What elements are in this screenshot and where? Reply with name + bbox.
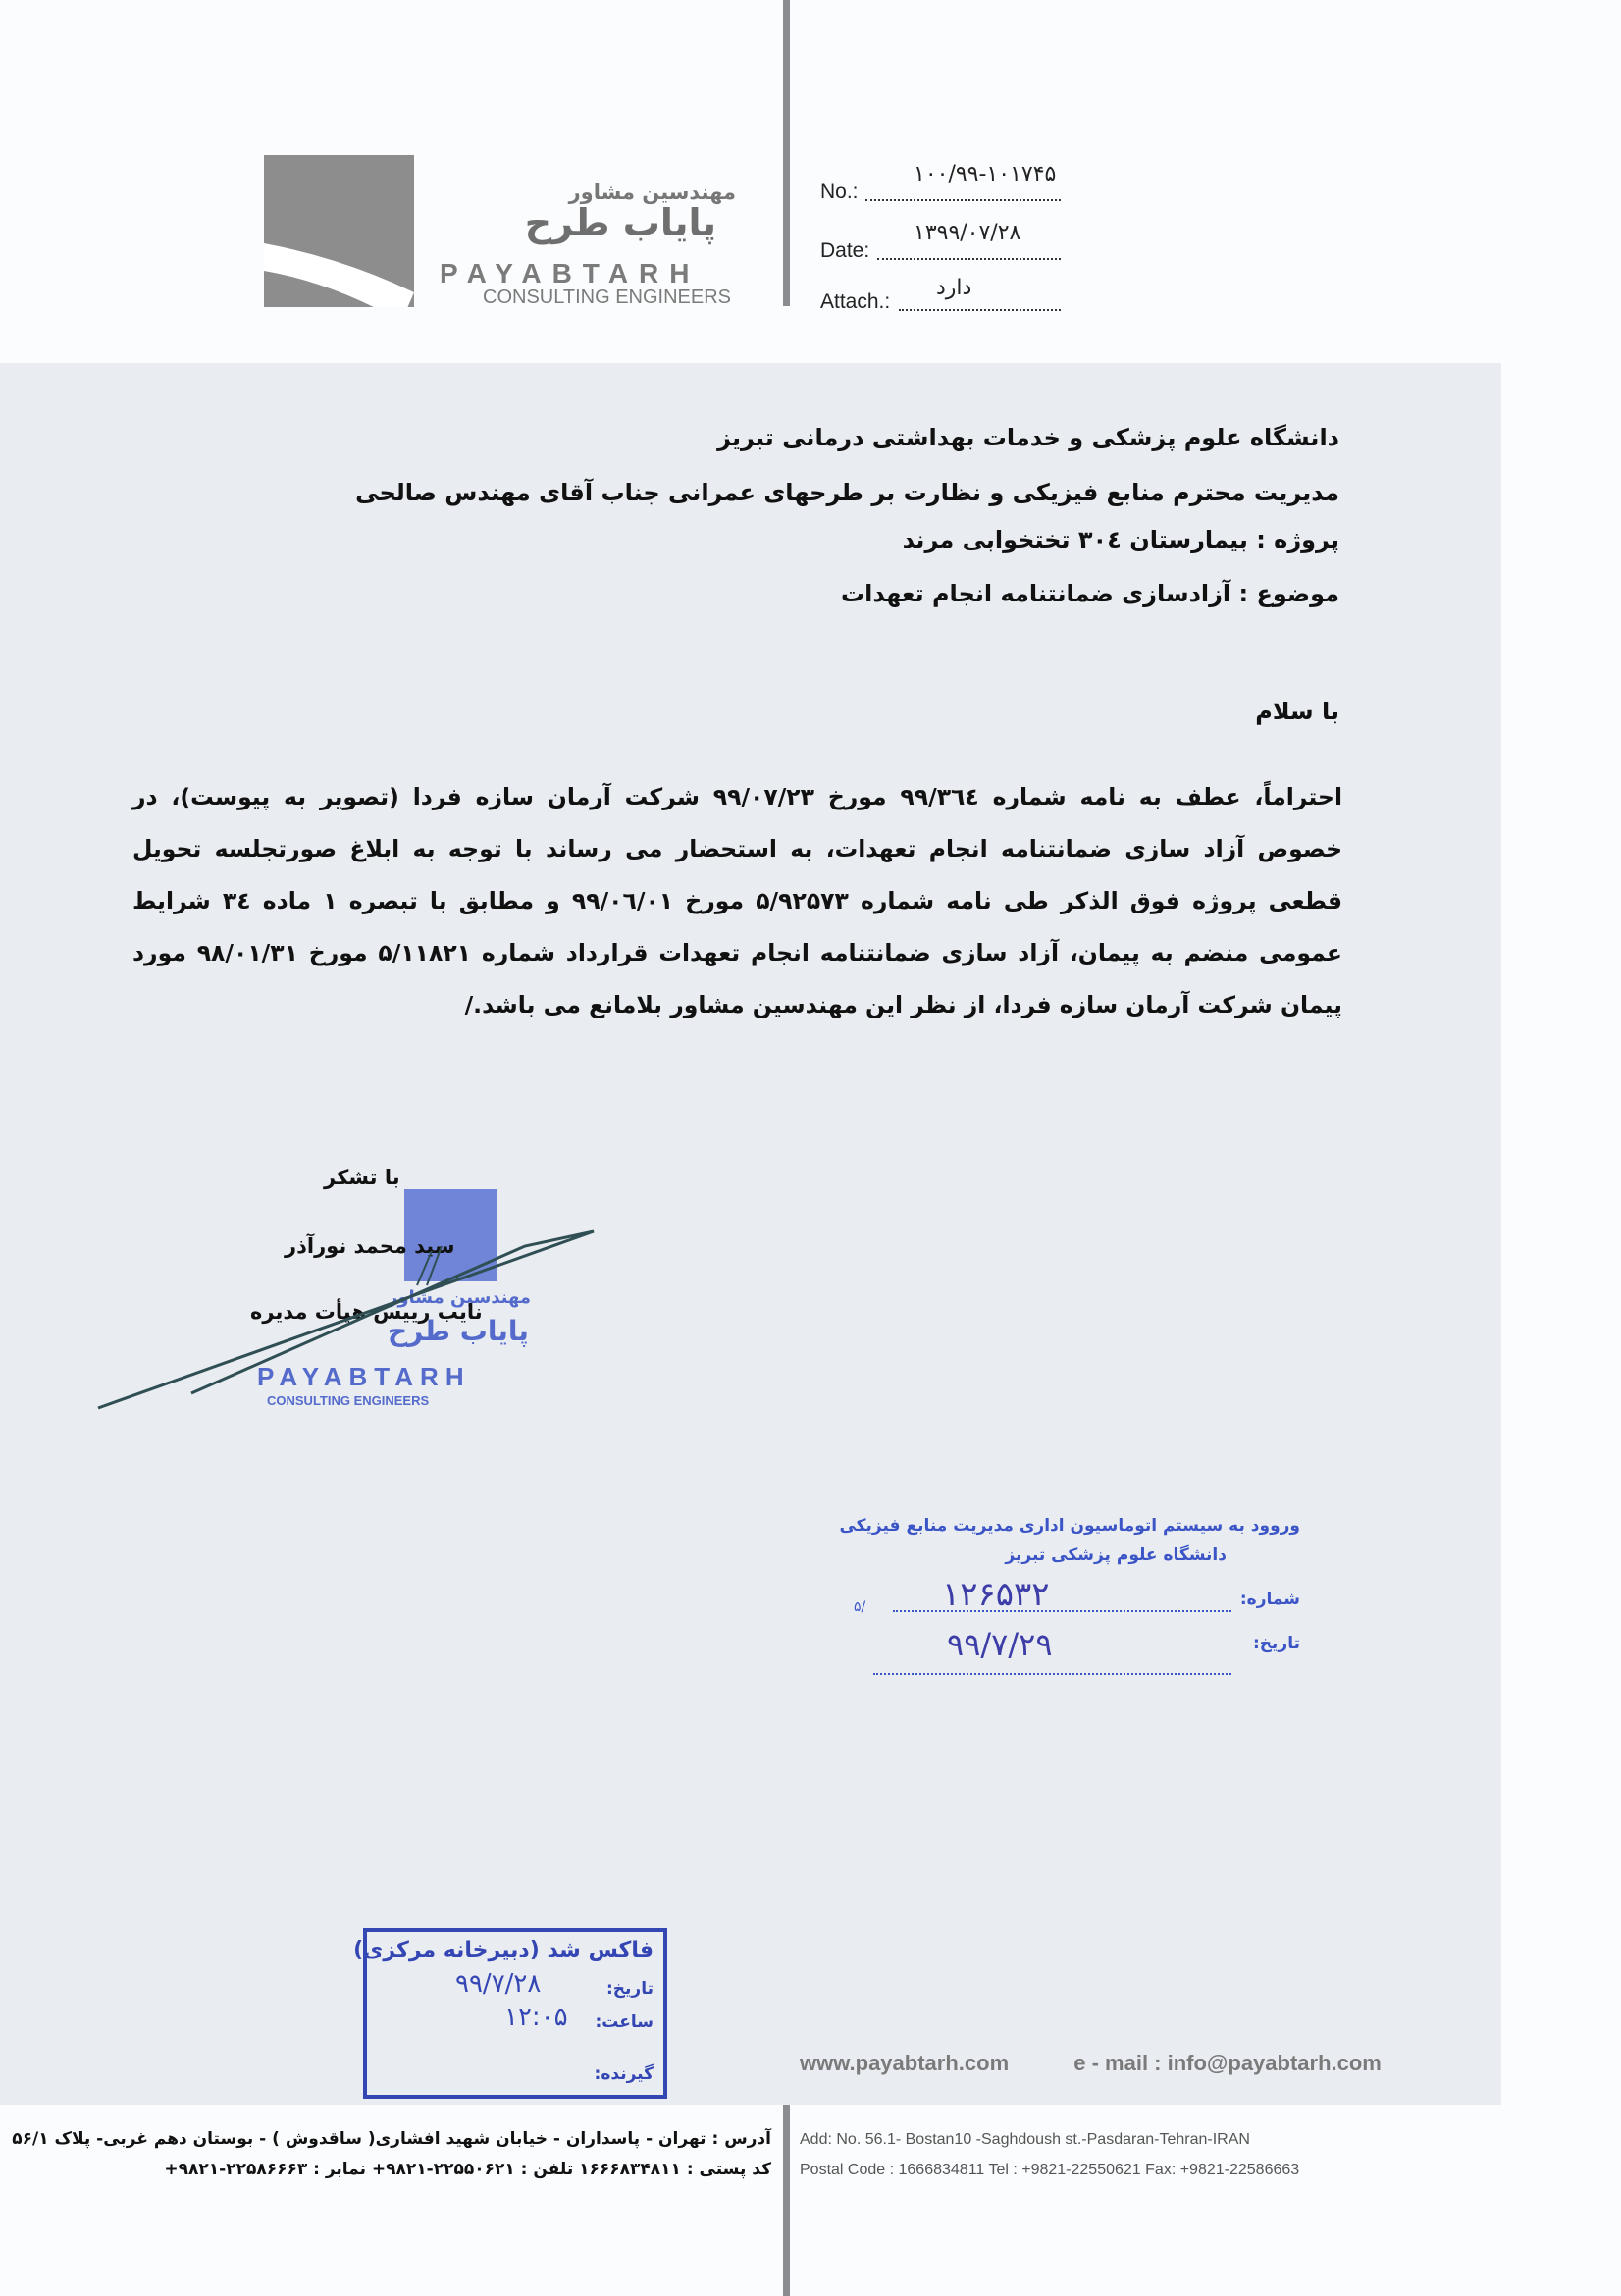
entry-date-label: تاریخ: [1253, 1634, 1300, 1653]
date-label: Date: [820, 239, 870, 262]
stamp-english-name: PAYABTARH [257, 1362, 471, 1391]
handwritten-signature [93, 1217, 603, 1423]
phones-persian: کد پستی : ۱۶۶۶۸۳۴۸۱۱ تلفن : ۲۲۵۵۰۶۲۱-۹۸۲۱+ نمابر : ۲۲۵۸۶۶۶۳-۹۸۲۱+ [164, 2160, 771, 2179]
entry-number-label: شماره: [1239, 1590, 1300, 1609]
fax-time-label: ساعت: [595, 2012, 654, 2032]
attach-label: Attach.: [820, 290, 891, 313]
signer-name: سید محمد نورآذر [285, 1234, 455, 1258]
entry-number-value: ۱۲۶۵۳۲ [942, 1575, 1050, 1614]
company-logo-icon [264, 155, 414, 307]
contact-web-email [800, 2051, 1382, 2076]
logo-english-subtitle: CONSULTING ENGINEERS [483, 287, 731, 308]
attach-value: دارد [936, 276, 972, 300]
email-link[interactable]: e - mail : info@payabtarh.com [1073, 2051, 1382, 2075]
logo-persian-name: پایاب طرح [524, 201, 716, 244]
entry-stamp-line-1: وروود به سیستم اتوماسیون اداری مدیریت منابع فیزیکی [839, 1516, 1300, 1536]
stamp-persian-subtitle: مهندسین مشاور [388, 1287, 532, 1308]
phones-english: Postal Code : 1666834811 Tel : +9821-22550621 Fax: +9821-22586663 [800, 2162, 1300, 2178]
letter-number-field [820, 162, 1061, 204]
stamp-english-subtitle: CONSULTING ENGINEERS [267, 1393, 430, 1408]
closing: با تشکر [324, 1166, 400, 1189]
entry-stamp-line-2: دانشگاه علوم پزشکی تبریز [1005, 1545, 1227, 1565]
greeting: با سلام [1255, 698, 1339, 725]
entry-number-prefix: ۵/ [854, 1599, 866, 1615]
letter-body-paragraph: احتراماً، عطف به نامه شماره ۹۹/۳٦٤ مورخ ۹۹/۰۷/۲۳ شرکت آرمان سازه فردا (تصویر به پیوست)، در خصوص آزاد سازی ضمانتنامه انجام تعهدات، به استحضار می رساند با توجه به ابلاغ صورتجلسه تحویل قطعی پروژه فوق الذکر طی نامه شماره ۵/۹۲۵۷۳ مورخ ۹۹/۰٦/۰۱ و مطابق با تبصره ۱ ماده ۳٤ شرایط عمومی منضم به پیمان، آزاد سازی ضمانتنامه انجام تعهدات قرارداد شماره ۵/۱۱۸۲۱ مورخ ۹۸/۰۱/۳۱ مورد پیمان شرکت آرمان سازه فردا، از نظر این مهندسین مشاور بلامانع می باشد./ [132, 783, 1342, 1018]
number-value: ۱۰۰/۹۹-۱۰۱۷۴۵ [914, 162, 1057, 186]
subject-line: موضوع : آزادسازی ضمانتنامه انجام تعهدات [841, 580, 1339, 607]
entry-date-value: ۹۹/۷/۲۹ [947, 1626, 1053, 1663]
logo-english-name: PAYABTARH [440, 258, 701, 288]
address-persian: آدرس : تهران - پاسداران - خیابان شهید افشاری( ساقدوش ) - بوستان دهم غربی- پلاک ۵۶/۱ [12, 2129, 771, 2149]
fax-time-value: ۱۲:۰۵ [504, 2003, 568, 2032]
fax-date-label: تاریخ: [606, 1979, 654, 1999]
stamp-persian-name: پایاب طرح [388, 1315, 529, 1347]
entry-registration-stamp [839, 1516, 1330, 1683]
fax-receiver-label: گیرنده: [594, 2064, 654, 2084]
logo-persian-subtitle: مهندسین مشاور [568, 181, 736, 204]
fax-date-value: ۹۹/۷/۲۸ [455, 1969, 542, 1999]
letter-attachment-field [820, 275, 1061, 314]
date-value: ۱۳۹۹/۰۷/۲۸ [914, 221, 1021, 245]
header-divider [783, 0, 790, 306]
addressee-line-2: مدیریت محترم منابع فیزیکی و نظارت بر طرحهای عمرانی جناب آقای مهندس صالحی [355, 479, 1339, 506]
website-link[interactable]: www.payabtarh.com [800, 2051, 1010, 2075]
number-label: No.: [820, 181, 859, 203]
fax-sent-stamp [353, 1928, 667, 2099]
addressee-line-1: دانشگاه علوم پزشکی و خدمات بهداشتی درمانی تبریز [717, 424, 1339, 451]
letter-date-field [820, 221, 1061, 263]
address-english: Add: No. 56.1- Bostan10 -Saghdoush st.-Pasdaran-Tehran-IRAN [800, 2131, 1250, 2148]
project-line: پروژه : بیمارستان ۳۰٤ تختخوابی مرند [902, 526, 1339, 553]
fax-stamp-title: فاکس شد (دبیرخانه مرکزی) [353, 1938, 654, 1962]
footer-divider [783, 2105, 790, 2296]
signer-title: نایب رییس هیأت مدیره [250, 1300, 483, 1324]
